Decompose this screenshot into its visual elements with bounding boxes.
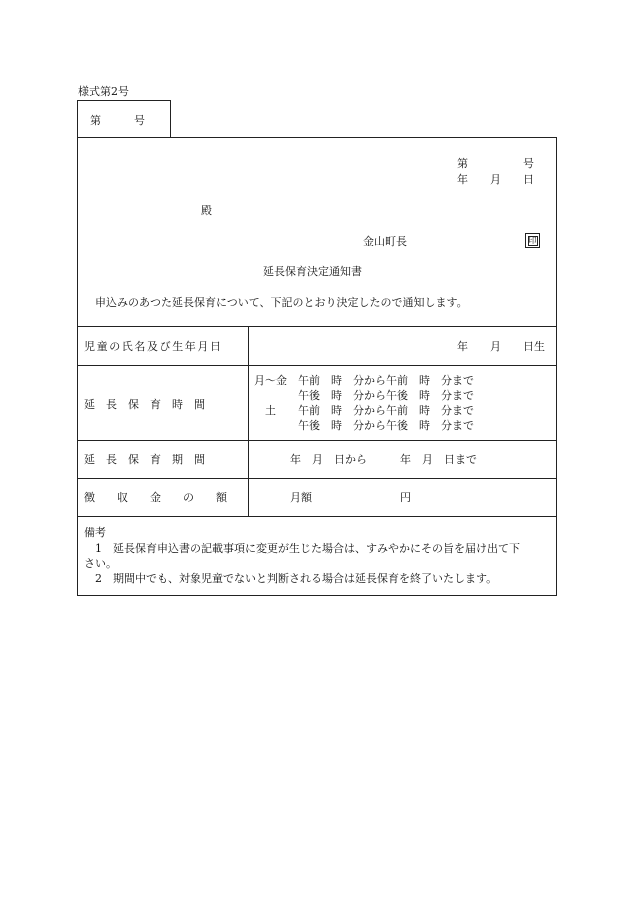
note-item-2: 2 期間中でも、対象児童でないと判断される場合は延長保育を終了いたします。: [95, 572, 498, 585]
divider-fee-row: [78, 516, 556, 517]
period-label: 延 長 保 育 期 間: [84, 453, 205, 466]
issuer: 金山町長: [363, 235, 407, 248]
seal-mark: [525, 233, 540, 248]
hours-line-weekday-pm: 午後 時 分から午後 時 分まで: [254, 389, 474, 402]
document-title: 延長保育決定通知書: [263, 265, 362, 278]
note-item-1: 1 延長保育申込書の記載事項に変更が生じた場合は、すみやかにその旨を届け出て下: [95, 542, 520, 555]
addressee-suffix: 殿: [201, 204, 212, 217]
doc-date: 年 月 日: [457, 173, 534, 186]
intro-text: 申込みのあつた延長保育について、下記のとおり決定したので通知します。: [95, 296, 468, 309]
notice-form: [77, 137, 557, 596]
number-box-text: 第 号: [90, 114, 145, 127]
divider-hours-row: [78, 440, 556, 441]
divider-period-row: [78, 478, 556, 479]
divider-header: [78, 326, 556, 327]
doc-number: 第 号: [457, 157, 534, 170]
notes-heading: 備考: [84, 526, 106, 539]
form-code: 様式第2号: [78, 85, 129, 98]
child-birthdate: 年 月 日生: [457, 340, 545, 353]
hours-line-saturday-pm: 午後 時 分から午後 時 分まで: [254, 419, 474, 432]
seal-char: 印: [528, 236, 537, 245]
fee-label: 徴 収 金 の 額: [84, 491, 227, 504]
hours-label: 延 長 保 育 時 間: [84, 398, 205, 411]
period-value: 年 月 日から 年 月 日まで: [290, 453, 477, 466]
column-divider: [248, 326, 249, 516]
divider-child-row: [78, 365, 556, 366]
hours-line-saturday-am: 土 午前 時 分から午前 時 分まで: [254, 404, 474, 417]
hours-line-weekday-am: 月～金 午前 時 分から午前 時 分まで: [254, 374, 474, 387]
child-label: 児童の氏名及び生年月日: [84, 340, 223, 353]
note-item-1-continued: さい。: [84, 557, 117, 570]
fee-value: 月額 円: [290, 491, 411, 504]
